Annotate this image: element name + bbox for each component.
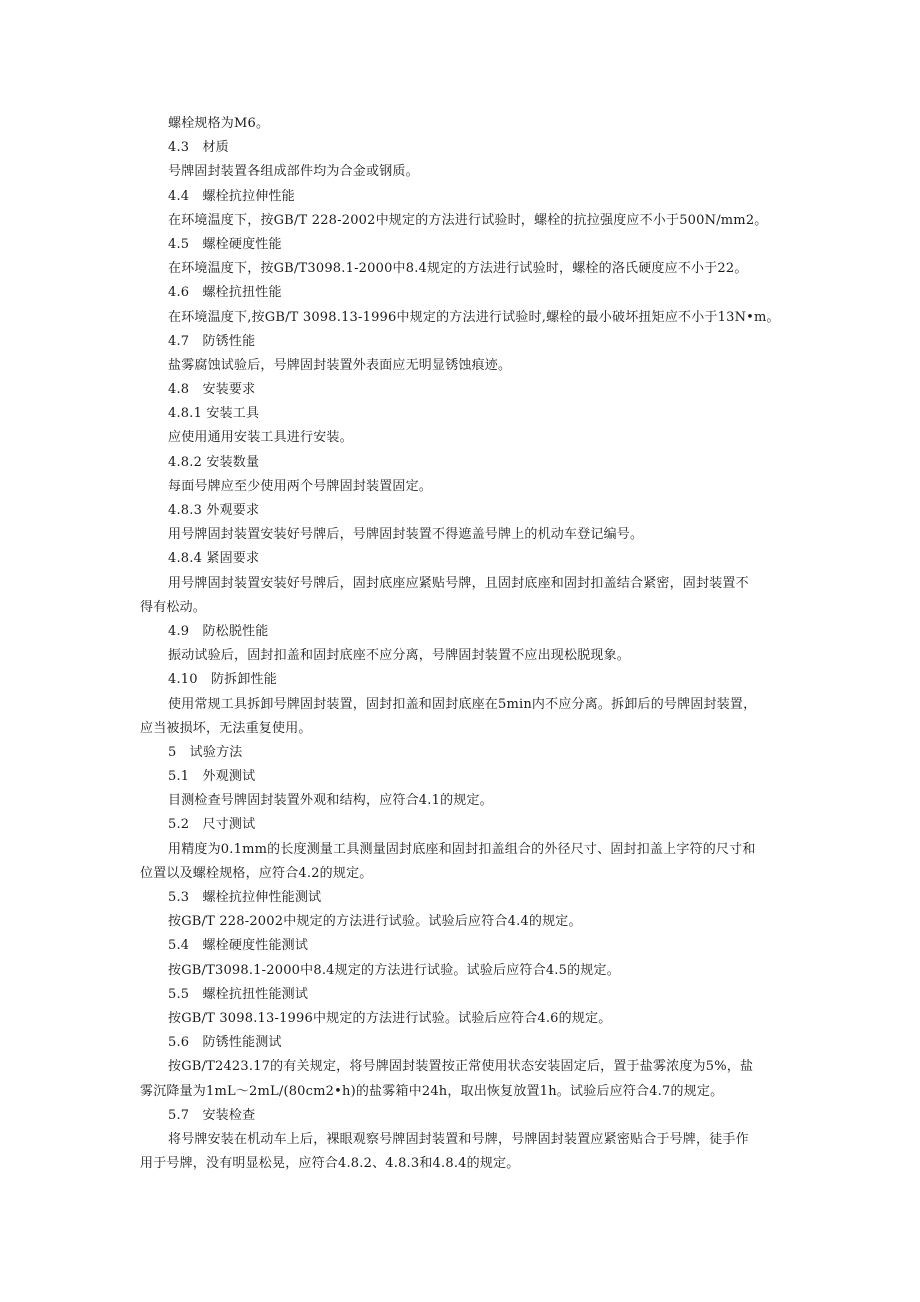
body-text-line: 盐雾腐蚀试验后，号牌固封装置外表面应无明显锈蚀痕迹。 (168, 357, 512, 373)
body-text-line: 用于号牌，没有明显松晃，应符合4.8.2、4.8.3和4.8.4的规定。 (140, 1156, 520, 1172)
section-heading: 4.9 防松脱性能 (168, 623, 269, 639)
body-text-line: 号牌固封装置各组成部件均为合金或钢质。 (168, 164, 419, 180)
body-text-line: 按GB/T 3098.13-1996中规定的方法进行试验。试验后应符合4.6的规定。 (168, 1010, 612, 1026)
section-heading: 4.4 螺栓抗拉伸性能 (168, 188, 295, 204)
body-text-line: 在环境温度下,按GB/T 3098.13-1996中规定的方法进行试验时,螺栓的最小破坏扭矩应不小于13N•m。 (168, 309, 780, 325)
body-text-line: 雾沉降量为1mL～2mL/(80cm2•h)的盐雾箱中24h，取出恢复放置1h。试验后应符合4.7的规定。 (140, 1083, 724, 1099)
body-text-line: 用精度为0.1mm的长度测量工具测量固封底座和固封扣盖组合的外径尺寸、固封扣盖上字符的尺寸和 (168, 841, 756, 857)
section-heading: 5 试验方法 (168, 744, 243, 760)
section-heading: 5.5 螺栓抗扭性能测试 (168, 986, 309, 1002)
section-heading: 5.3 螺栓抗拉伸性能测试 (168, 890, 322, 905)
body-text-line: 应当被损坏，无法重复使用。 (140, 720, 312, 736)
body-text-line: 目测检查号牌固封装置外观和结构，应符合4.1的规定。 (168, 793, 493, 809)
body-text-line: 按GB/T2423.17的有关规定，将号牌固封装置按正常使用状态安装固定后，置于盐雾浓度为5%，盐 (168, 1059, 754, 1075)
body-text-line: 得有松动。 (140, 599, 207, 615)
section-heading: 4.8 安装要求 (168, 382, 256, 398)
body-text-line: 应使用通用安装工具进行安装。 (168, 430, 353, 446)
body-text-line: 位置以及螺栓规格，应符合4.2的规定。 (140, 865, 373, 881)
section-heading: 5.4 螺栓硬度性能测试 (168, 938, 309, 954)
body-text-line: 振动试验后，固封扣盖和固封底座不应分离，号牌固封装置不应出现松脱现象。 (168, 648, 631, 664)
body-text-line: 用号牌固封装置安装好号牌后，固封底座应紧贴号牌，且固封底座和固封扣盖结合紧密，固封装置不 (168, 575, 749, 591)
section-heading: 4.8.1 安装工具 (168, 406, 260, 422)
body-text-line: 螺栓规格为M6。 (168, 116, 270, 131)
section-heading: 4.6 螺栓抗扭性能 (168, 285, 282, 301)
section-heading: 4.3 材质 (168, 140, 229, 156)
body-text-line: 在环境温度下，按GB/T 228-2002中规定的方法进行试验时，螺栓的抗拉强度应不小于500N/mm2。 (168, 212, 768, 228)
section-heading: 4.5 螺栓硬度性能 (168, 236, 282, 252)
body-text-line: 每面号牌应至少使用两个号牌固封装置固定。 (168, 478, 433, 494)
body-text-line: 按GB/T 228-2002中规定的方法进行试验。试验后应符合4.4的规定。 (168, 914, 582, 930)
section-heading: 4.8.3 外观要求 (168, 503, 260, 518)
section-heading: 5.1 外观测试 (168, 769, 256, 785)
body-text-line: 在环境温度下，按GB/T3098.1-2000中8.4规定的方法进行试验时，螺栓的洛氏硬度应不小于22。 (168, 261, 748, 277)
body-text-line: 用号牌固封装置安装好号牌后，号牌固封装置不得遮盖号牌上的机动车登记编号。 (168, 527, 644, 543)
section-heading: 4.8.2 安装数量 (168, 454, 260, 470)
section-heading: 4.7 防锈性能 (168, 333, 256, 349)
document-body (0, 112, 920, 1176)
section-heading: 4.10 防拆卸性能 (168, 672, 277, 688)
body-text-line: 将号牌安装在机动车上后，裸眼观察号牌固封装置和号牌，号牌固封装置应紧密贴合于号牌，徒手作 (168, 1131, 749, 1147)
section-heading: 5.6 防锈性能测试 (168, 1035, 282, 1051)
body-text-line: 按GB/T3098.1-2000中8.4规定的方法进行试验。试验后应符合4.5的规定。 (168, 962, 620, 978)
section-heading: 5.2 尺寸测试 (168, 817, 256, 833)
section-heading: 4.8.4 紧固要求 (168, 551, 260, 567)
body-text-line: 使用常规工具拆卸号牌固封装置，固封扣盖和固封底座在5min内不应分离。拆卸后的号牌固封装置， (168, 696, 757, 712)
section-heading: 5.7 安装检查 (168, 1107, 256, 1123)
